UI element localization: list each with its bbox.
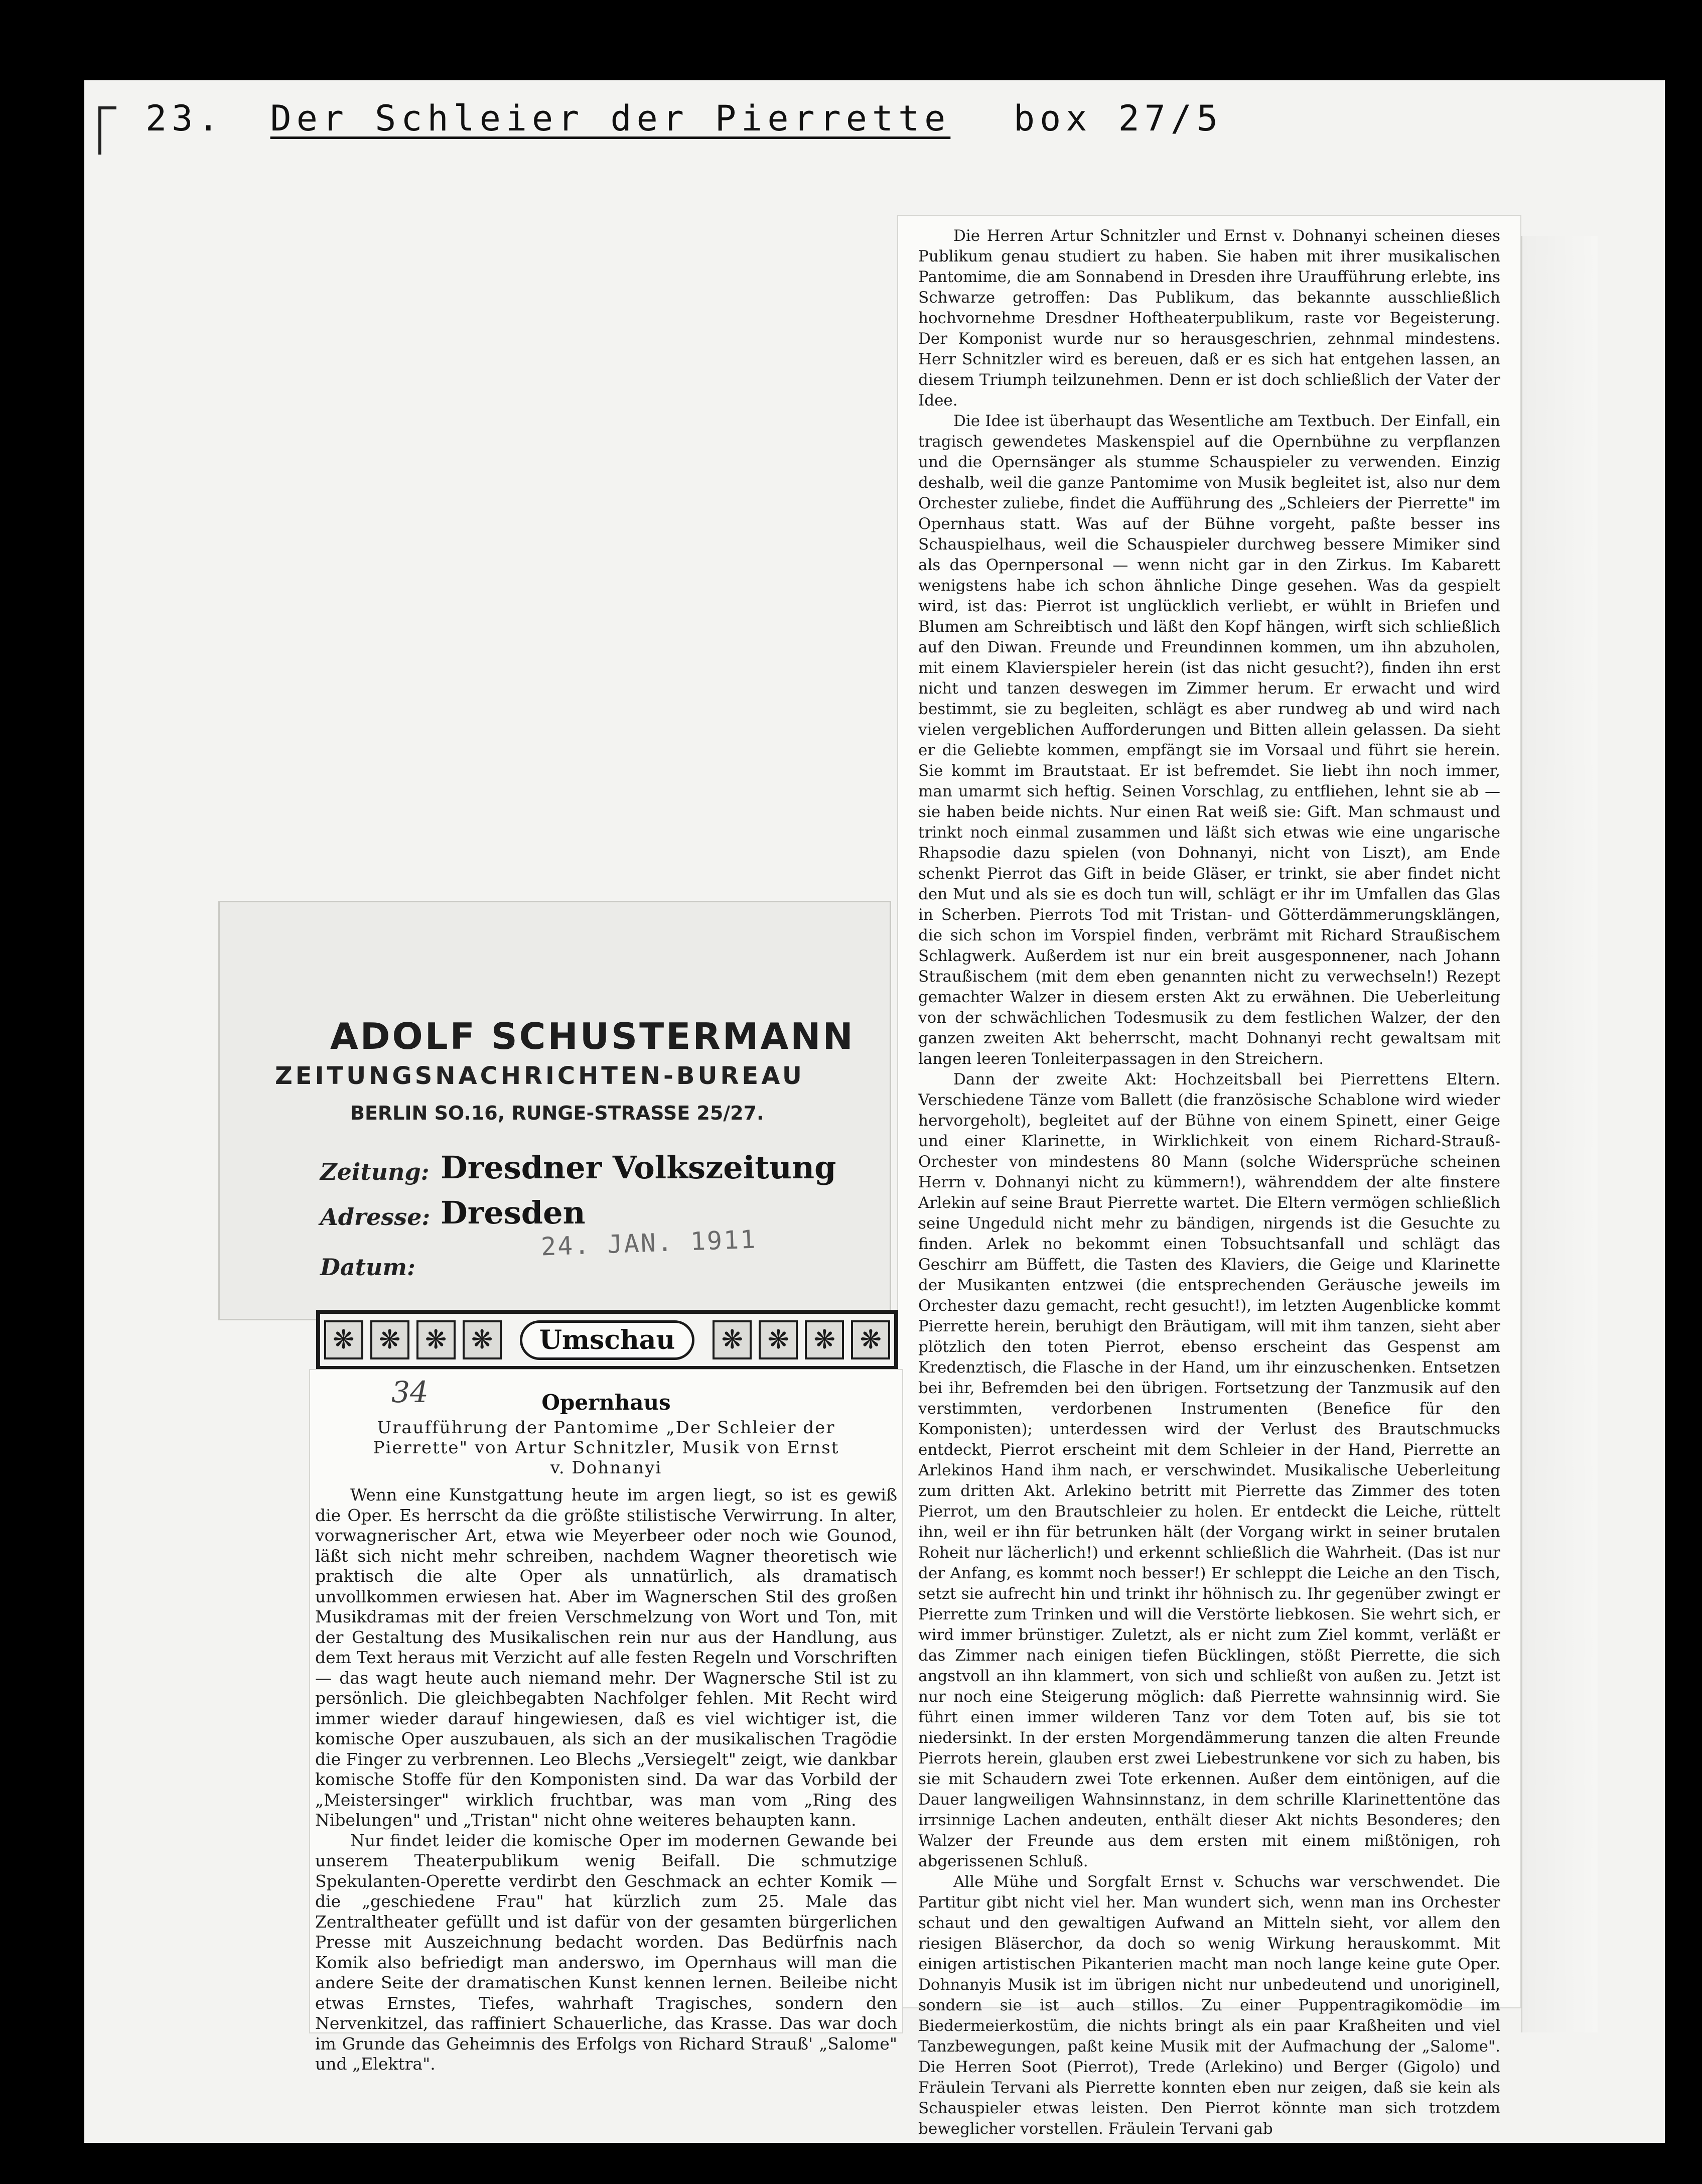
- backing-strip: [1521, 236, 1598, 2032]
- left-column-text: [315, 1370, 897, 2075]
- stamp-company: ADOLF SCHUSTERMANN: [330, 1015, 855, 1057]
- left-paragraph-1: Wenn eine Kunstgattung heute im argen liegt, so ist es gewiß die Oper. Es herrscht da die größte stilistische Verwirrung. In alter, vorwagnerischer Art, etwa wie Meyerbeer oder noch wie Gounod, läßt sich nicht mehr schreiben, nachdem Wagner theoretisch wie praktisch die alte Oper als unnatürlich, als dramatisch unvollkommen erwiesen hat. Aber im Wagnerschen Stil des großen Musikdramas mit der freien Verschmelzung von Wort und Ton, mit der Gestaltung des Musikalischen rein nur aus der Handlung, aus dem Text heraus mit Verzicht auf alle festen Regeln und Vorschriften — das wagt heute auch niemand mehr. Der Wagnersche Stil ist zu persönlich. Die gleichbegabten Nachfolger fehlen. Mit Recht wird immer wieder darauf hingewiesen, daß es viel wichtiger ist, die komische Oper auszubauen, als sich an der musikalischen Tragödie die Finger zu verbrennen. Leo Blechs „Versiegelt" zeigt, wie dankbar komische Stoffe für den Komponisten sind. Da war das Vorbild der „Meistersinger" wirklich fruchtbar, was man vom „Ring des Nibelungen" und „Tristan" nicht ohne weiteres behaupten kann.: [315, 1485, 897, 1830]
- clipping-left-column: [310, 1370, 902, 2074]
- rosette-icon: ❋: [713, 1320, 752, 1359]
- handwritten-note: 34: [391, 1375, 429, 1409]
- article-subtitle-line-1: Uraufführung der Pantomime „Der Schleier der: [377, 1418, 835, 1438]
- rosette-icon: ❋: [416, 1320, 456, 1359]
- banner-label: Umschau: [520, 1320, 695, 1360]
- right-column-text: [918, 226, 1500, 2139]
- header-number: 23.: [146, 98, 224, 139]
- article-subtitle-line-3: v. Dohnanyi: [550, 1458, 662, 1478]
- stamp-bureau: ZEITUNGSNACHRICHTEN-BUREAU: [275, 1062, 805, 1090]
- corner-bracket: [98, 106, 116, 155]
- stamp-value-adresse: Dresden: [441, 1194, 586, 1231]
- stamp-label-zeitung: Zeitung:: [320, 1158, 430, 1185]
- clipping-bureau-stamp: [218, 901, 891, 1320]
- clipping-right-column: [898, 216, 1520, 2138]
- right-paragraph-1: Die Herren Artur Schnitzler und Ernst v. Dohnanyi scheinen dieses Publikum genau studiert zu haben. Sie haben mit ihrer musikalischen Pantomime, die am Sonnabend in Dresden ihre Uraufführung erlebte, ins Schwarze getroffen: Das Publikum, das bekannte ausschließlich hochvornehme Dresdner Hoftheaterpublikum, raste vor Begeisterung. Der Komponist wurde nur so herausgeschrien, zehnmal mindestens. Herr Schnitzler wird es bereuen, daß er es sich hat entgehen lassen, an diesem Triumph teilzunehmen. Denn er ist doch schließlich der Vater der Idee.: [918, 227, 1500, 410]
- rosette-icon: ❋: [370, 1320, 409, 1359]
- header-box: box 27/5: [1014, 98, 1223, 139]
- header-title: Der Schleier der Pierrette: [270, 98, 951, 139]
- rosette-icon: ❋: [759, 1320, 798, 1359]
- rosette-icon: ❋: [805, 1320, 844, 1359]
- rosette-icon: ❋: [851, 1320, 890, 1359]
- date-stamp: 24. JAN. 1911: [540, 1224, 758, 1262]
- stamp-label-datum: Datum:: [320, 1254, 416, 1281]
- right-paragraph-4: Alle Mühe und Sorgfalt Ernst v. Schuchs war verschwendet. Die Partitur gibt nicht viel her. Man wundert sich, wenn man ins Orchester schaut und den gewaltigen Aufwand an Mitteln sieht, vor allem den riesigen Bläserchor, da doch so wenig Wirkung herauskommt. Mit einigen artistischen Pikanterien macht man noch lange keine gute Oper. Dohnanyis Musik ist im übrigen nicht nur unbedeutend und unoriginell, sondern sie ist auch stillos. Zu einer Puppentragikomödie im Biedermeierkostüm, die nichts bringt als ein paar Kraßheiten und viel Tanzbewegungen, paßt keine Musik mit der Aufmachung der „Salome". Die Herren Soot (Pierrot), Trede (Arlekino) und Berger (Gigolo) und Fräulein Tervani als Pierrette konnten eben nur zeigen, daß sie kein als Schauspieler etwas leisten. Den Pierrot könnte man sich trotzdem beweglicher vorstellen. Fräulein Tervani gab: [918, 1873, 1500, 2138]
- stamp-value-zeitung: Dresdner Volkszeitung: [441, 1149, 836, 1186]
- article-subtitle-line-2: Pierrette" von Artur Schnitzler, Musik von Ernst: [373, 1438, 839, 1458]
- archive-header: [146, 98, 1223, 139]
- rosette-icon: ❋: [463, 1320, 502, 1359]
- right-paragraph-3: Dann der zweite Akt: Hochzeitsball bei Pierrettens Eltern. Verschiedene Tänze vom Ballett (die französische Schablone wird wieder hervorgeholt), begleitet auf der Bühne von einem Spinett, einer Geige und einer Klarinette, in Wirklichkeit von einem Richard-Strauß-Orchester von mindestens 80 Mann (solche Widersprüche scheinen Herrn v. Dohnanyi nicht zu kümmern!), währenddem der alte finstere Arlekin auf seine Braut Pierrette wartet. Die Eltern vermögen schließlich seine Ungeduld nicht mehr zu bändigen, nirgends ist die Gesuchte zu finden. Arlek no bekommt einen Tobsuchtsanfall und schlägt das Geschirr am Büffett, die Tasten des Klaviers, die Geige und Klarinette der Musikanten entzwei (die entsprechenden Geräusche jeweils im Orchester dazu gemacht, recht gesucht!), im letzten Augenblicke kommt Pierrette herein, beruhigt den Bräutigam, will mit ihm tanzen, sieht aber plötzlich den toten Pierrot, ebenso erscheint das Gespenst am Kredenztisch, die Flasche in der Hand, um ihr einzuschenken. Entsetzen bei ihr, Befremden bei den übrigen. Fortsetzung der Tanzmusik auf den verstimmten, verdorbenen Instrumenten (Benefice für den Komponisten); unterdessen wird der Verlust des Brautschmucks entdeckt, Pierrot erscheint mit dem Schleier in der Hand, Pierrette an Arlekinos Hand ihm nach, er verschwindet. Musikalische Ueberleitung zum dritten Akt. Arlekino betritt mit Pierrette das Zimmer des toten Pierrot, um den Brautschleier zu holen. Er entdeckt die Leiche, rüttelt ihn, weil er ihn für betrunken hält (der Vorgang wirkt in seiner brutalen Roheit nur lächerlich!) und erkennt schließlich die Wahrheit. (Das ist nur der Anfang, es kommt noch besser!) Er schleppt die Leiche an den Tisch, setzt sie aufrecht hin und trinkt ihr höhnisch zu. Ihr gegenüber zwingt er Pierrette zum Trinken und will die Verstörte liebkosen. Sie wehrt sich, er wird immer brünstiger. Zuletzt, als er nicht zum Ziel kommt, verläßt er das Zimmer nach einigen tiefen Bücklingen, stößt Pierrette, die sich angstvoll an ihn klammert, von sich und schließt von außen zu. Jetzt ist nur noch eine Steigerung möglich: daß Pierrette wahnsinnig wird. Sie führt einen immer wilderen Tanz vor dem Toten auf, bis sie tot niedersinkt. In der ersten Morgendämmerung tanzen die alten Freunde Pierrots herein, glauben erst zwei Liebestrunkene vor sich zu haben, bis sie mit Schaudern zwei Tote erkennen. Außer dem eintönigen, auf die Dauer langweiligen Wahnsinnstanz, in dem schrille Klarinettentöne das irrsinnige Lachen andeuten, enthält dieser Akt nichts Besonderes; den Walzer der Freunde aus dem ersten mit einem mißtönigen, roh abgerissenen Schluß.: [918, 1070, 1500, 1870]
- article-title: Opernhaus: [541, 1390, 671, 1415]
- stamp-label-adresse: Adresse:: [320, 1203, 431, 1231]
- rosette-icon: ❋: [324, 1320, 363, 1359]
- stamp-address: BERLIN SO.16, RUNGE-STRASSE 25/27.: [350, 1102, 764, 1124]
- left-paragraph-2: Nur findet leider die komische Oper im modernen Gewande bei unserem Theaterpublikum wenig Beifall. Die schmutzige Spekulanten-Operette verdirbt den Geschmack an echter Komik — die „geschiedene Frau" hat kürzlich zum 25. Male das Zentraltheater gefüllt und ist dafür von der gesamten bürgerlichen Presse mit Auszeichnung bedacht worden. Das Bedürfnis nach Komik also befriedigt man anderswo, im Opernhaus will man die andere Seite der dramatischen Kunst kennen lernen. Beileibe nicht etwas Ernstes, Tiefes, wahrhaft Tragisches, sondern den Nervenkitzel, das raffiniert Schauerliche, das Krasse. Das war doch im Grunde das Geheimnis des Erfolgs von Richard Strauß' „Salome" und „Elektra".: [315, 1830, 897, 2074]
- right-paragraph-2: Die Idee ist überhaupt das Wesentliche am Textbuch. Der Einfall, ein tragisch gewendetes Maskenspiel auf die Opernbühne zu verpflanzen und die Opernsänger als stumme Schauspieler zu verwenden. Einzig deshalb, weil die ganze Pantomime von Musik begleitet ist, also nur dem Orchester zuliebe, findet die Aufführung des „Schleiers der Pierrette" im Opernhaus statt. Was auf der Bühne vorgeht, paßte besser ins Schauspielhaus, weil die Schauspieler durchweg bessere Mimiker sind als das Opernpersonal — wenn nicht gar in den Zirkus. Im Kabarett wenigstens habe ich schon ähnliche Dinge gesehen. Was da gespielt wird, ist das: Pierrot ist unglücklich verliebt, er wühlt in Briefen und Blumen am Schreibtisch und läßt den Kopf hängen, wirft sich schließlich auf den Diwan. Freunde und Freundinnen kommen, um ihn abzuholen, mit einem Klavierspieler herein (ist das nicht gesucht?), finden ihn erst nicht und tanzen deswegen im Zimmer herum. Er erwacht und wird bestimmt, sie zu begleiten, schlägt es aber rundweg ab und wird nach vielen vergeblichen Aufforderungen und Bitten allein gelassen. Da sieht er die Geliebte kommen, empfängt sie im Vorsaal und führt sie herein. Sie kommt im Brautstaat. Er ist befremdet. Sie liebt ihn noch immer, man umarmt sich heftig. Seinen Vorschlag, zu entfliehen, lehnt sie ab — sie haben beide nichts. Nur einen Rat weiß sie: Gift. Man schmaust und trinkt noch einmal zusammen und läßt sich etwas wie eine ungarische Rhapsodie dazu spielen (von Dohnanyi, nicht von Liszt), am Ende schenkt Pierrot das Gift in beide Gläser, er trinkt, sie aber findet nicht den Mut und als sie es doch tun will, schlägt er ihr im Umfallen das Glas in Scherben. Pierrots Tod mit Tristan- und Götterdämmerungsklängen, die sich schon im Vorspiel finden, verbrämt mit Richard Straußischem Schlagwerk. Außerdem ist nur ein breit ausgesponnener, nach Johann Straußischem (mit dem eben genannten nicht zu verwechseln!) Rezept gemachter Walzer in diesem ersten Akt zu erwähnen. Die Ueberleitung von der schwächlichen Todesmusik zu dem festlichen Walzer, der den ganzen zweiten Akt beherrscht, macht Dohnanyi recht gewaltsam mit langen leeren Tonleiterpassagen in den Streichern.: [918, 412, 1500, 1068]
- umschau-banner: [316, 1310, 898, 1370]
